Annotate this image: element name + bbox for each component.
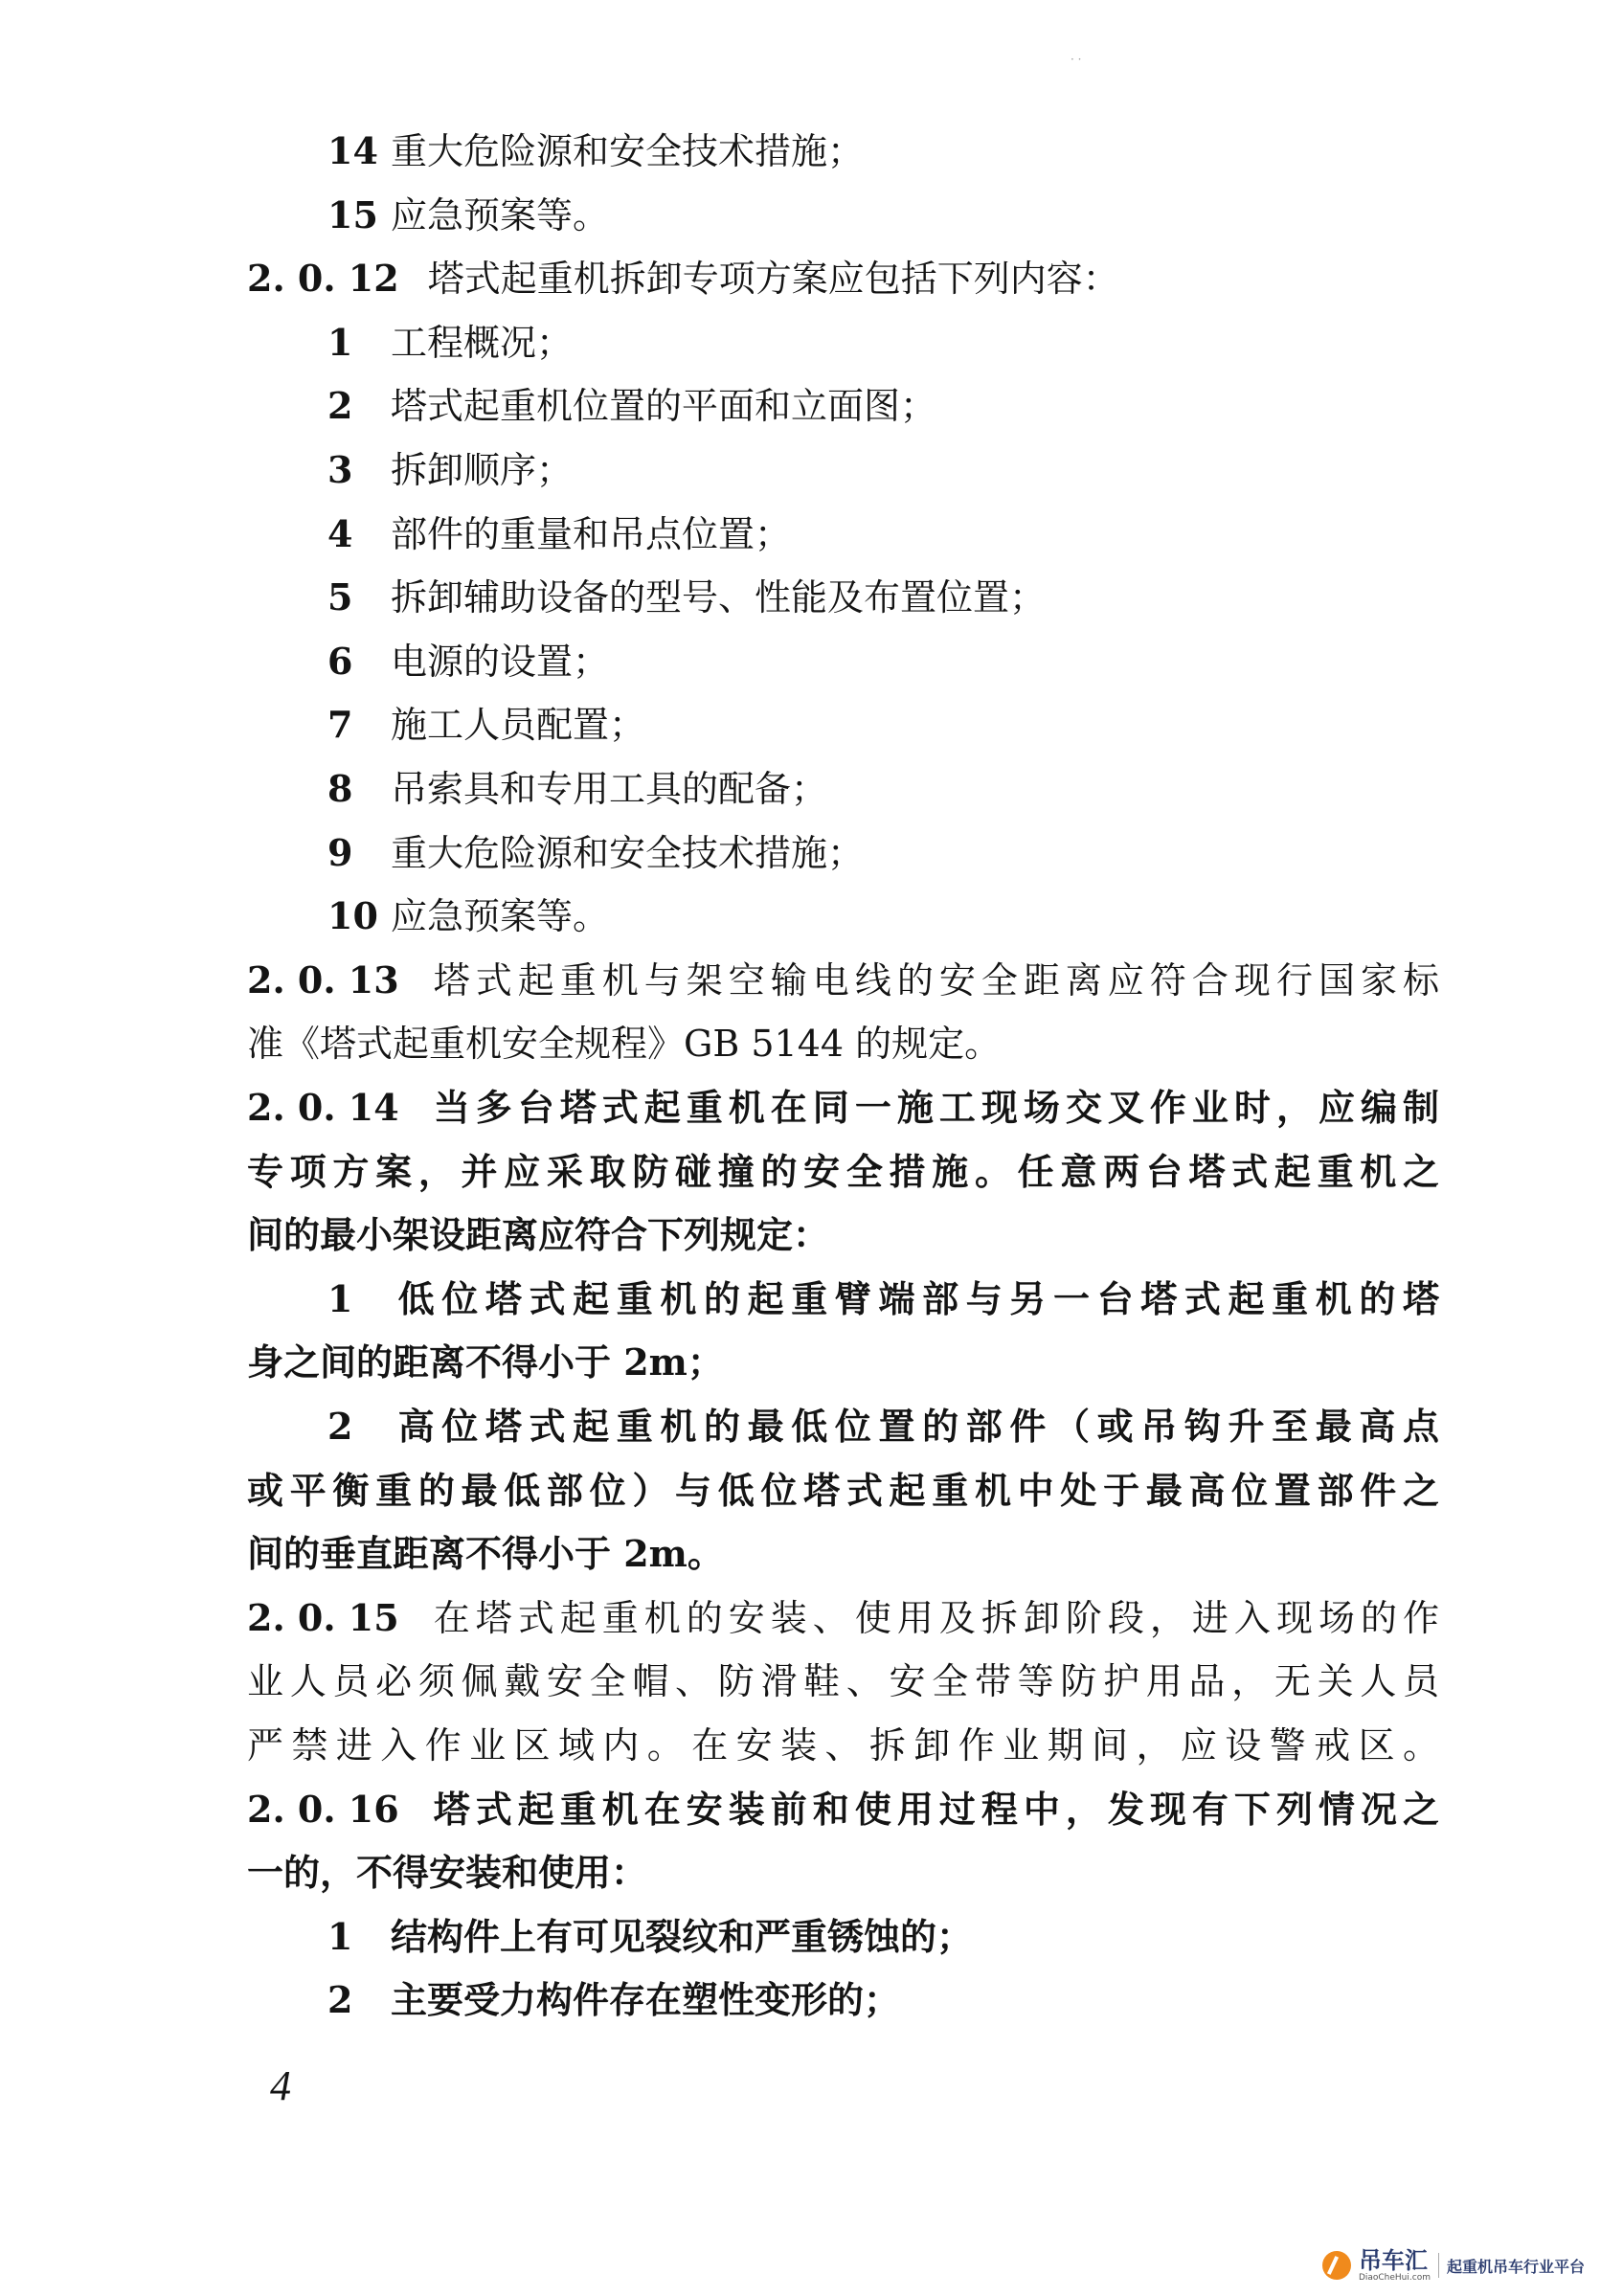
line-text: 塔式起重机位置的平面和立面图； (391, 385, 937, 427)
scan-speck: · · (1071, 53, 1082, 66)
text-line (327, 191, 1439, 240)
item-number: 2 (327, 1405, 353, 1448)
watermark-brand: 吊车汇 (1358, 2246, 1428, 2274)
line-text: 工程概况； (391, 322, 574, 364)
section-number: 2. 0. 15 (247, 1596, 399, 1639)
line-text: 塔式起重机与架空输电线的安全距离应符合现行国家标 (427, 959, 1439, 1002)
item-number: 10 (327, 894, 378, 937)
item-number: 14 (327, 129, 378, 172)
line-text: 主要受力构件存在塑性变形的； (391, 1978, 901, 2021)
line-text: 重大危险源和安全技术措施； (391, 832, 865, 874)
line-text: 结构件上有可见裂纹和严重锈蚀的； (391, 1915, 974, 1958)
line-text: 在塔式起重机的安装、使用及拆卸阶段，进入现场的作 (427, 1597, 1439, 1639)
line-text: 应急预案等。 (391, 895, 610, 937)
line-text: 吊索具和专用工具的配备； (391, 768, 828, 810)
crane-logo-icon (1322, 2251, 1351, 2280)
item-number: 2 (327, 1978, 353, 2021)
line-text: 准《塔式起重机安全规程》GB 5144 的规定。 (247, 1023, 1002, 1065)
item-number: 9 (327, 831, 353, 874)
text-line (327, 764, 1439, 814)
watermark-domain: DiaoCheHui.com (1358, 2272, 1431, 2283)
line-text: 电源的设置； (391, 641, 610, 683)
item-number: 15 (327, 193, 378, 236)
text-line (247, 956, 1439, 1005)
line-text: 高位塔式起重机的最低位置的部件（或吊钩升至最高点 (391, 1405, 1439, 1448)
watermark-tagline: 起重机吊车行业平台 (1446, 2257, 1585, 2276)
text-line (247, 1147, 1439, 1197)
text-line (247, 1210, 1439, 1260)
text-line (327, 509, 1439, 559)
text-line (327, 1912, 1439, 1962)
page-number: 4 (270, 2062, 291, 2109)
line-text: 专项方案，并应采取防碰撞的安全措施。任意两台塔式起重机之 (247, 1150, 1439, 1193)
text-line (327, 700, 1439, 750)
item-number: 6 (327, 640, 353, 683)
line-text: 身之间的距离不得小于 2m； (247, 1340, 724, 1384)
text-line (327, 1402, 1439, 1452)
line-text: 塔式起重机在安装前和使用过程中，发现有下列情况之 (427, 1788, 1439, 1831)
text-line (327, 573, 1439, 622)
line-text: 当多台塔式起重机在同一施工现场交叉作业时，应编制 (427, 1086, 1439, 1129)
line-text: 塔式起重机拆卸专项方案应包括下列内容： (427, 258, 1119, 300)
text-line (327, 891, 1439, 941)
line-text: 拆卸辅助设备的型号、性能及布置位置； (391, 576, 1047, 619)
item-number: 7 (327, 703, 353, 746)
text-line (247, 1785, 1439, 1835)
line-text: 一的，不得安装和使用： (247, 1851, 648, 1894)
line-text: 或平衡重的最低部位）与低位塔式起重机中处于最高位置部件之 (247, 1469, 1439, 1512)
item-number: 3 (327, 448, 353, 491)
line-text: 间的最小架设距离应符合下列规定： (247, 1213, 830, 1256)
line-text: 应急预案等。 (391, 194, 610, 236)
section-number: 2. 0. 16 (247, 1788, 399, 1831)
text-line (247, 1466, 1439, 1516)
text-line (247, 1656, 1439, 1706)
line-text: 间的垂直距离不得小于 2m。 (247, 1532, 724, 1575)
item-number: 8 (327, 767, 353, 810)
text-line (247, 1593, 1439, 1643)
line-text: 施工人员配置； (391, 704, 646, 746)
watermark-divider (1438, 2253, 1439, 2278)
section-number: 2. 0. 12 (247, 257, 399, 300)
line-text: 低位塔式起重机的起重臂端部与另一台塔式起重机的塔 (391, 1277, 1439, 1320)
text-line (327, 318, 1439, 368)
item-number: 5 (327, 575, 353, 619)
text-line (327, 828, 1439, 878)
section-number: 2. 0. 14 (247, 1086, 399, 1129)
item-number: 1 (327, 1915, 353, 1958)
text-line (247, 1019, 1439, 1069)
line-text: 拆卸顺序； (391, 449, 574, 491)
line-text: 重大危险源和安全技术措施； (391, 130, 865, 172)
text-line (247, 1338, 1439, 1387)
text-line (327, 1975, 1439, 2025)
text-line (247, 1083, 1439, 1133)
text-line (327, 445, 1439, 495)
item-number: 4 (327, 512, 353, 555)
section-number: 2. 0. 13 (247, 958, 399, 1002)
item-number: 1 (327, 321, 353, 364)
item-number: 1 (327, 1277, 353, 1320)
text-line (327, 126, 1439, 176)
text-line (247, 254, 1439, 304)
line-text: 业人员必须佩戴安全帽、防滑鞋、安全带等防护用品，无关人员 (247, 1660, 1439, 1702)
watermark (1322, 2246, 1585, 2285)
item-number: 2 (327, 384, 353, 427)
watermark-title (1358, 2246, 1431, 2283)
text-line (327, 1274, 1439, 1324)
text-line (247, 1529, 1439, 1579)
text-line (247, 1721, 1439, 1770)
text-line (327, 381, 1439, 431)
text-line (247, 1848, 1439, 1898)
line-text: 部件的重量和吊点位置； (391, 513, 792, 555)
line-text: 严禁进入作业区域内。在安装、拆卸作业期间，应设警戒区。 (247, 1724, 1439, 1767)
text-line (327, 637, 1439, 687)
